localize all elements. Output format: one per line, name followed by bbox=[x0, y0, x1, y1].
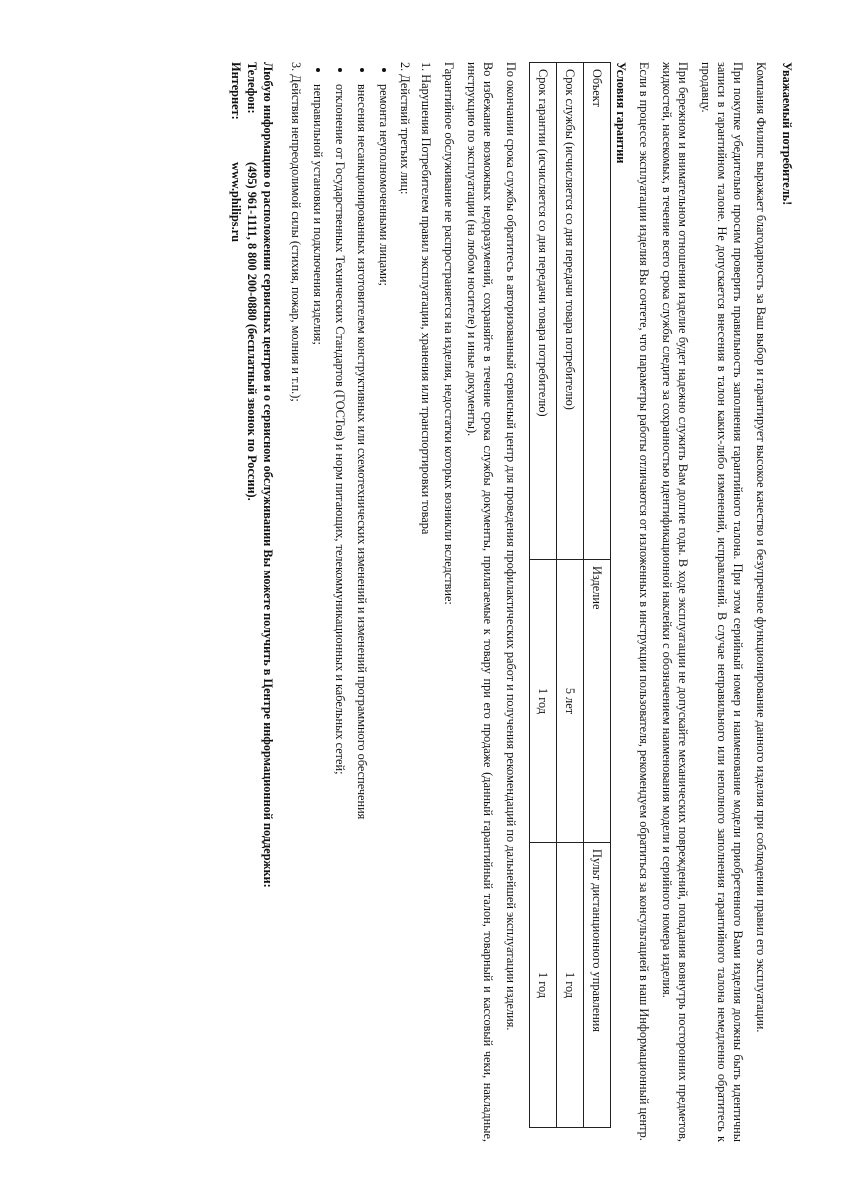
contact-intro: Любую информацию о расположении сервисных центров и о сервисном обслуживании Вы можете получить в Центре информационной поддержки: bbox=[261, 62, 275, 888]
table-row bbox=[557, 63, 584, 1128]
table-cell: 1 год bbox=[530, 560, 557, 843]
table-header-cell: Пульт дистанционного управления bbox=[584, 843, 611, 1128]
table-header-cell: Изделие bbox=[584, 560, 611, 843]
table-cell: Срок службы (исчисляется со дня передачи товара потребителю) bbox=[557, 63, 584, 560]
table-header-cell: Объект bbox=[584, 63, 611, 560]
paragraph-consultation: Если в процессе эксплуатации изделия Вы сочтете, что параметры работы отличаются от изложенных в инструкции пользователя, рекомендуем обратиться за консультацией в наш Информационный центр. bbox=[637, 62, 651, 1141]
exclusion-item-3: 3. Действия непреодолимой силы (стихия, пожар, молния и т.п.); bbox=[289, 62, 303, 402]
exclusion-item-2: 2. Действий третьих лиц: bbox=[398, 62, 412, 195]
conditions-title: Условия гарантии bbox=[614, 62, 628, 164]
exclusion-item-1: 1. Нарушения Потребителем правил эксплуатации, хранения или транспортировки товара bbox=[419, 62, 433, 535]
paragraph-purchase-check: При покупке убедительно просим проверить правильность заполнения гарантийного талона. При этом серийный номер и наименование модели приобретенного Вами изделия должны быть идентичны записи в гарантийном талоне. Не допускается внесения в талон каких-либо изменений, исправлений. В случае неправильного или неполного заполнения гарантийного талона немедленно обратитесь к продавцу. bbox=[699, 62, 745, 1142]
web-link[interactable]: www.philips.ru bbox=[229, 162, 243, 242]
table-row bbox=[530, 63, 557, 1128]
paragraph-exclusions: Гарантийное обслуживание не распространяется на изделия, недостатки которых возникли вследствие: bbox=[442, 62, 456, 605]
table-cell: 1 год bbox=[557, 843, 584, 1128]
paragraph-service-end: По окончании срока службы обратитесь в авторизованный сервисный центр для проведения профилактических работ и получения рекомендаций по дальнейшей эксплуатации изделия. bbox=[504, 62, 518, 1031]
phone-value: (495) 961-1111, 8 800 200-0880 (бесплатный звонок по России). bbox=[245, 162, 259, 501]
contact-phone-row bbox=[244, 62, 260, 1142]
table-cell: 1 год bbox=[530, 843, 557, 1128]
list-item: отклонение от Государственных Технических Стандартов (ГОСТов) и норм питающих, телекоммуникационных и кабельных сетей; bbox=[332, 62, 348, 1142]
table-header-row bbox=[584, 63, 611, 1128]
paragraph-careful-use: При бережном и внимательном отношении изделие будет надежно служить Вам долгие годы. В ходе эксплуатации не допускайте механических повреждений, попадания вовнутрь посторонних предметов, жидкостей, насекомых, в течение всего срока службы следите за сохранностью идентификационной наклейки с обозначением наименования модели и серийного номера изделия. bbox=[660, 62, 690, 1142]
list-item: неправильной установки и подключения изделия; bbox=[310, 62, 326, 1142]
warranty-document bbox=[228, 62, 795, 1142]
warranty-table bbox=[529, 62, 611, 1128]
phone-label: Телефон: bbox=[245, 62, 259, 114]
table-cell: 5 лет bbox=[557, 560, 584, 843]
paragraph-keep-documents: Во избежание возможных недоразумений, сохраняйте в течение срока службы документы, прилагаемые к товару при его продаже (данный гарантийный талон, товарный и кассовый чеки, накладные, инструкцию по эксплуатации (на любом носителе) и иные документы). bbox=[465, 62, 495, 1142]
list-item: ремонта неуполномоченными лицами; bbox=[376, 62, 392, 1142]
third-party-list bbox=[310, 62, 392, 1142]
page-title: Уважаемый потребитель! bbox=[780, 62, 794, 206]
list-item: внесения несанкционированных изготовителем конструктивных или схемотехнических изменений и изменений программного обеспечения bbox=[354, 62, 370, 1142]
paragraph-intro: Компания Филипс выражает благодарность за Ваш выбор и гарантирует высокое качество и безупречное функционирование данного изделия при соблюдении правил его эксплуатации. bbox=[754, 62, 768, 1033]
web-label: Интернет: bbox=[229, 62, 243, 120]
contact-web-row bbox=[228, 62, 244, 1142]
table-cell: Срок гарантии (исчисляется со дня передачи товара потребителю) bbox=[530, 63, 557, 560]
